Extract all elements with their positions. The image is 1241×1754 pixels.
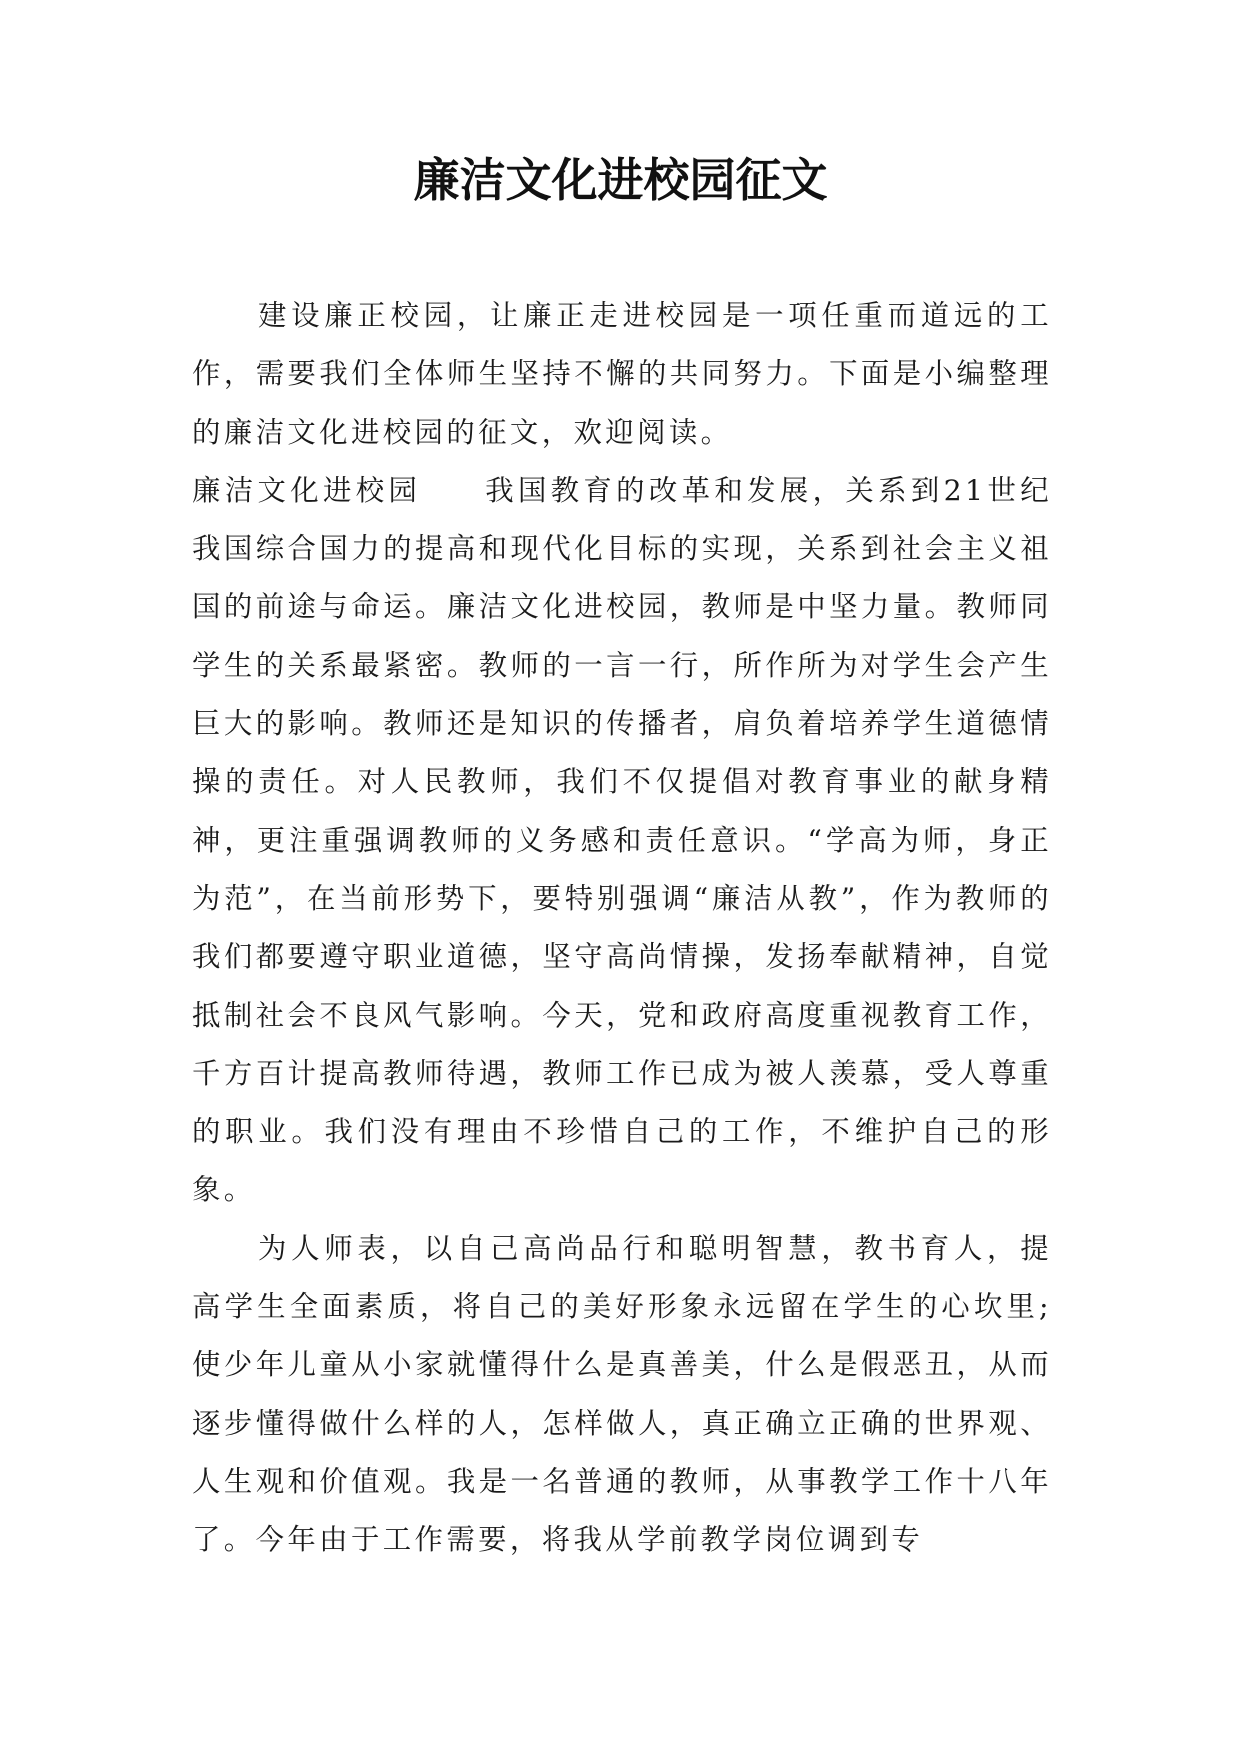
document-body bbox=[192, 287, 1052, 1570]
intro-paragraph: 建设廉正校园，让廉正走进校园是一项任重而道远的工作，需要我们全体师生坚持不懈的共同努力。下面是小编整理的廉洁文化进校园的征文，欢迎阅读。 bbox=[192, 299, 1052, 449]
body-paragraph-1 bbox=[192, 462, 1052, 1220]
body-paragraph-1-text: 我国教育的改革和发展，关系到21世纪我国综合国力的提高和现代化目标的实现，关系到社会主义祖国的前途与命运。廉洁文化进校园，教师是中坚力量。教师同学生的关系最紧密。教师的一言一行，所作所为对学生会产生巨大的影响。教师还是知识的传播者，肩负着培养学生道德情操的责任。对人民教师，我们不仅提倡对教育事业的献身精神，更注重强调教师的义务感和责任意识。“学高为师，身正为范”，在当前形势下，要特别强调“廉洁从教”，作为教师的我们都要遵守职业道德，坚守高尚情操，发扬奉献精神，自觉抵制社会不良风气影响。今天，党和政府高度重视教育工作，千方百计提高教师待遇，教师工作已成为被人羡慕，受人尊重的职业。我们没有理由不珍惜自己的工作，不维护自己的形象。 bbox=[192, 473, 1052, 1207]
document-title: 廉洁文化进校园征文 bbox=[413, 153, 828, 207]
body-paragraph-2: 为人师表，以自己高尚品行和聪明智慧，教书育人，提高学生全面素质，将自己的美好形象永远留在学生的心坎里;使少年儿童从小家就懂得什么是真善美，什么是假恶丑，从而逐步懂得做什么样的人，怎样做人，真正确立正确的世界观、人生观和价值观。我是一名普通的教师，从事教学工作十八年了。今年由于工作需要，将我从学前教学岗位调到专 bbox=[192, 1231, 1052, 1557]
section-heading: 廉洁文化进校园 bbox=[192, 473, 422, 507]
